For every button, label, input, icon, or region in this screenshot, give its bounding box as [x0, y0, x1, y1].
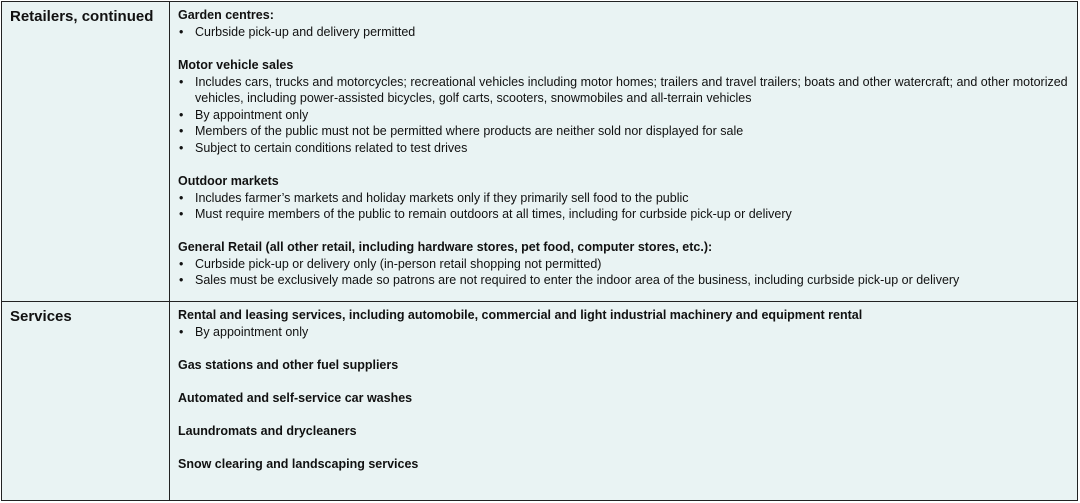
group-title: General Retail (all other retail, including hardware stores, pet food, computer stores, etc.): — [178, 239, 713, 254]
category-cell — [2, 302, 170, 501]
group-rental-leasing — [178, 307, 1069, 341]
group-car-washes — [178, 390, 1069, 407]
bullet-list — [178, 190, 1069, 223]
group-title: Motor vehicle sales — [178, 57, 294, 72]
bullet-item: • Curbside pick-up or delivery only (in-person retail shopping not permitted) — [178, 256, 1069, 273]
group-title: Snow clearing and landscaping services — [178, 456, 419, 471]
bullet-item: • Curbside pick-up and delivery permitted — [178, 24, 1069, 41]
bullet-item: • Sales must be exclusively made so patrons are not required to enter the indoor area of the business, including curbside pick-up or delivery — [178, 272, 1069, 289]
content-list — [170, 302, 1077, 473]
group-garden-centres — [178, 7, 1069, 41]
bullet-item: • Subject to certain conditions related to test drives — [178, 140, 1069, 157]
group-title: Outdoor markets — [178, 173, 279, 188]
bullet-item: • By appointment only — [178, 107, 1069, 124]
group-title: Rental and leasing services, including automobile, commercial and light industrial machinery and equipment rental — [178, 308, 863, 322]
category-label: Retailers, continued — [10, 8, 154, 25]
group-title: Automated and self-service car washes — [178, 390, 413, 405]
bullet-list — [178, 24, 1069, 41]
category-cell — [2, 2, 170, 302]
category-label: Services — [10, 308, 72, 325]
group-laundromats — [178, 423, 1069, 440]
group-general-retail — [178, 239, 1069, 289]
group-outdoor-markets — [178, 173, 1069, 223]
content-list — [170, 2, 1077, 289]
bullet-list — [178, 256, 1069, 289]
bullet-item: • Includes cars, trucks and motorcycles; recreational vehicles including motor homes; trailers and travel trailers; boats and other watercraft; and other motorized vehicles, including power-assisted bicycles, golf carts, scooters, snowmobiles and all-terrain vehicles — [178, 74, 1069, 107]
table-row-services — [2, 302, 1078, 501]
table-row-retailers — [2, 2, 1078, 302]
bullet-item: • Includes farmer’s markets and holiday markets only if they primarily sell food to the public — [178, 190, 1069, 207]
content-cell — [170, 302, 1078, 501]
rules-table — [1, 1, 1078, 501]
bullet-list — [178, 324, 1069, 341]
bullet-item: • Must require members of the public to remain outdoors at all times, including for curbside pick-up or delivery — [178, 206, 1069, 223]
group-snow-clearing — [178, 456, 1069, 473]
bullet-item: • Members of the public must not be permitted where products are neither sold nor displayed for sale — [178, 123, 1069, 140]
group-gas-stations — [178, 357, 1069, 374]
group-motor-vehicle-sales — [178, 57, 1069, 157]
group-title: Gas stations and other fuel suppliers — [178, 357, 399, 372]
group-title: Garden centres: — [178, 8, 274, 22]
bullet-list — [178, 74, 1069, 157]
group-title: Laundromats and drycleaners — [178, 423, 357, 438]
bullet-item: • By appointment only — [178, 324, 1069, 341]
content-cell — [170, 2, 1078, 302]
